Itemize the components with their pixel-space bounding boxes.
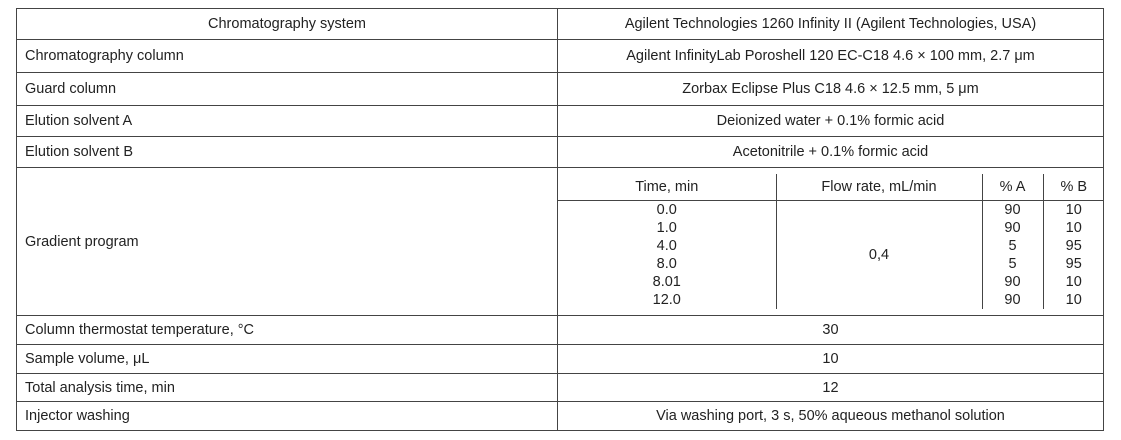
- gradient-table: [558, 174, 1104, 309]
- percent-a-value: 90: [1004, 202, 1021, 218]
- time-value: 8.01: [652, 274, 681, 290]
- time-column: [558, 201, 776, 310]
- percent-a-column: [982, 201, 1043, 310]
- flow-rate-value: 0,4: [776, 201, 982, 310]
- gradient-cell: [558, 168, 1104, 316]
- row-value-sample: 10: [558, 345, 1104, 374]
- row-value-total-time: 12: [558, 374, 1104, 402]
- percent-b-value: 10: [1065, 220, 1082, 236]
- row-value-thermostat: 30: [558, 316, 1104, 345]
- percent-b-value: 10: [1065, 202, 1082, 218]
- row-label-guard: Guard column: [17, 73, 558, 106]
- time-value: 1.0: [656, 220, 677, 236]
- table-row: [17, 345, 1104, 374]
- gradient-header-row: [558, 174, 1104, 201]
- percent-b-value: 95: [1065, 238, 1082, 254]
- percent-a-value: 5: [1008, 238, 1017, 254]
- time-value: 4.0: [656, 238, 677, 254]
- row-label-system: Chromatography system: [17, 9, 558, 40]
- percent-b-value: 10: [1065, 274, 1082, 290]
- table-row: [17, 316, 1104, 345]
- row-value-solvent-b: Acetonitrile + 0.1% formic acid: [558, 137, 1104, 168]
- percent-b-column: [1043, 201, 1104, 310]
- table-row: [17, 9, 1104, 40]
- row-value-column: Agilent InfinityLab Poroshell 120 EC-C18 4.6 × 100 mm, 2.7 μm: [558, 40, 1104, 73]
- table-row: [17, 374, 1104, 402]
- row-label-sample: Sample volume, μL: [17, 345, 558, 374]
- row-value-system: Agilent Technologies 1260 Infinity II (Agilent Technologies, USA): [558, 9, 1104, 40]
- table-row: [17, 402, 1104, 431]
- header-percent-a: % A: [982, 174, 1043, 201]
- row-label-solvent-b: Elution solvent B: [17, 137, 558, 168]
- time-value: 12.0: [652, 292, 681, 308]
- header-percent-b: % B: [1043, 174, 1104, 201]
- row-label-column: Chromatography column: [17, 40, 558, 73]
- row-value-guard: Zorbax Eclipse Plus C18 4.6 × 12.5 mm, 5 μm: [558, 73, 1104, 106]
- row-label-washing: Injector washing: [17, 402, 558, 431]
- percent-a-value: 5: [1008, 256, 1017, 272]
- table-row: [17, 106, 1104, 137]
- percent-a-value: 90: [1004, 274, 1021, 290]
- time-value: 0.0: [656, 202, 677, 218]
- table-wrapper: [16, 8, 1103, 431]
- row-label-total-time: Total analysis time, min: [17, 374, 558, 402]
- gradient-data-row: [558, 201, 1104, 310]
- header-time: Time, min: [558, 174, 776, 201]
- table-row: [17, 137, 1104, 168]
- row-value-washing: Via washing port, 3 s, 50% aqueous methanol solution: [558, 402, 1104, 431]
- percent-b-value: 10: [1065, 292, 1082, 308]
- percent-b-value: 95: [1065, 256, 1082, 272]
- header-flow: Flow rate, mL/min: [776, 174, 982, 201]
- percent-a-value: 90: [1004, 220, 1021, 236]
- row-label-solvent-a: Elution solvent A: [17, 106, 558, 137]
- percent-a-value: 90: [1004, 292, 1021, 308]
- row-label-gradient: Gradient program: [17, 168, 558, 316]
- time-value: 8.0: [656, 256, 677, 272]
- table-row: [17, 73, 1104, 106]
- row-value-solvent-a: Deionized water + 0.1% formic acid: [558, 106, 1104, 137]
- table-row-gradient: [17, 168, 1104, 316]
- table-row: [17, 40, 1104, 73]
- row-label-thermostat: Column thermostat temperature, °C: [17, 316, 558, 345]
- chromatography-conditions-table: [16, 8, 1104, 431]
